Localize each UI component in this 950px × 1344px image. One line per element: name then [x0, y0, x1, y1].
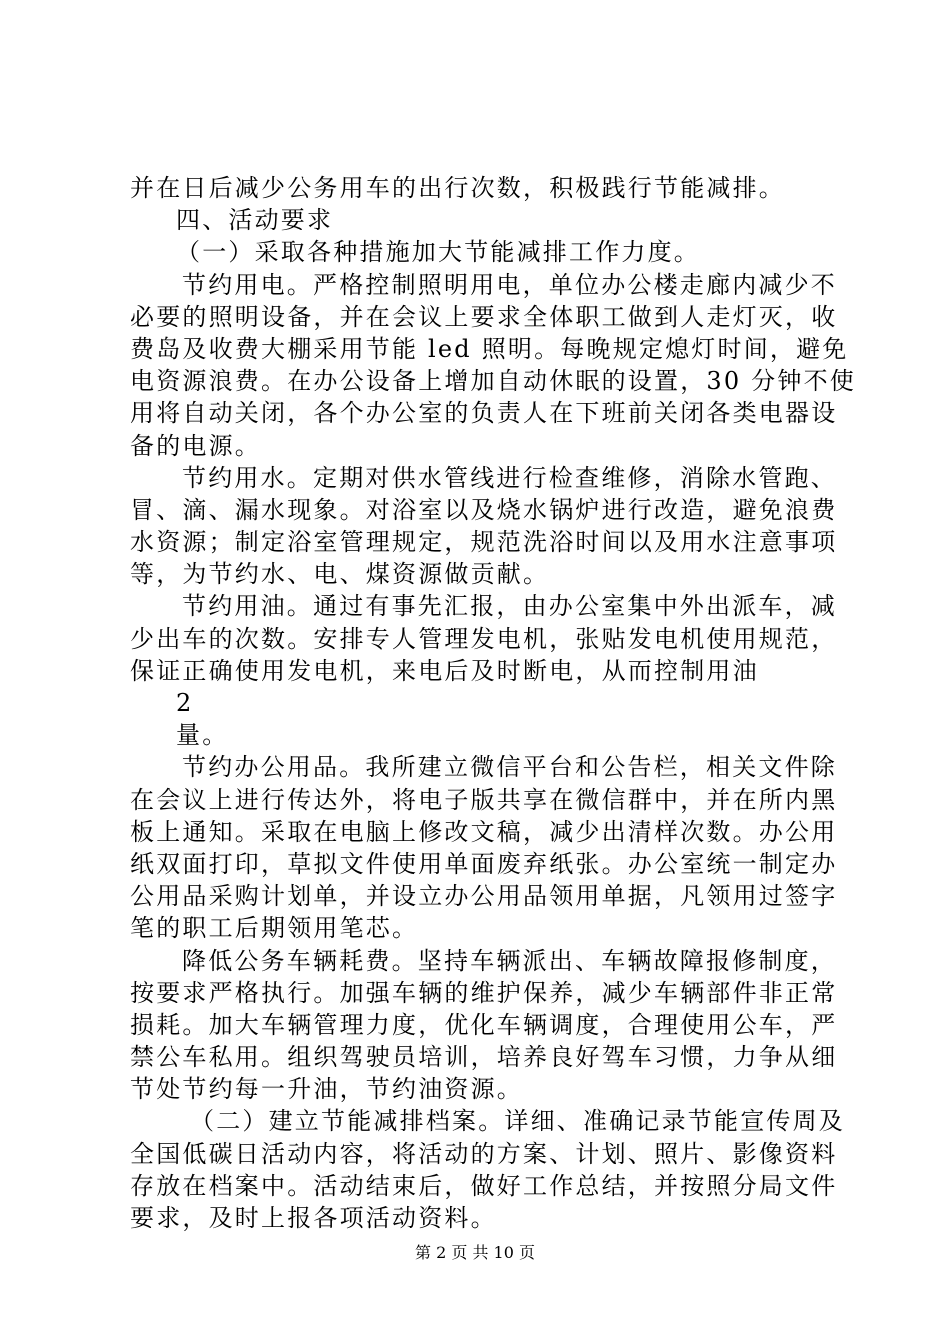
- text-line: 四、活动要求: [176, 206, 334, 235]
- text-line: 节约用电。严格控制照明用电，单位办公楼走廊内减少不: [182, 270, 837, 299]
- text-line: 少出车的次数。安排专人管理发电机，张贴发电机使用规范，: [130, 624, 838, 653]
- text-line: 节约用水。定期对供水管线进行检查维修，消除水管跑、: [182, 463, 837, 492]
- text-line: 并在日后减少公务用车的出行次数，积极践行节能减排。: [130, 174, 785, 202]
- text-line: 损耗。加大车辆管理力度，优化车辆调度，合理使用公车，严: [130, 1010, 838, 1039]
- text-line: 节约办公用品。我所建立微信平台和公告栏，相关文件除: [182, 753, 837, 782]
- text-line: 费岛及收费大棚采用节能 led 照明。每晚规定熄灯时间，避免: [130, 334, 849, 363]
- text-line: 用将自动关闭，各个办公室的负责人在下班前关闭各类电器设: [130, 399, 838, 428]
- text-line: 公用品采购计划单，并设立办公用品领用单据，凡领用过签字: [130, 882, 838, 911]
- text-line: 禁公车私用。组织驾驶员培训，培养良好驾车习惯，力争从细: [130, 1043, 838, 1072]
- text-line: 保证正确使用发电机，来电后及时断电，从而控制用油: [130, 656, 759, 685]
- text-line: 2: [176, 689, 194, 717]
- text-line: （一）采取各种措施加大节能减排工作力度。: [176, 238, 700, 267]
- page-footer: [0, 1243, 950, 1263]
- text-line: 板上通知。采取在电脑上修改文稿，减少出清样次数。办公用: [130, 817, 838, 846]
- text-line: 节处节约每一升油，节约油资源。: [130, 1075, 523, 1104]
- text-line: 冒、滴、漏水现象。对浴室以及烧水锅炉进行改造，避免浪费: [130, 495, 838, 524]
- text-line: 降低公务车辆耗费。坚持车辆派出、车辆故障报修制度，: [182, 946, 837, 975]
- text-line: 等，为节约水、电、煤资源做贡献。: [130, 560, 550, 589]
- text-line: 电资源浪费。在办公设备上增加自动休眠的设置，30 分钟不使: [130, 367, 856, 396]
- text-line: 备的电源。: [130, 431, 261, 460]
- text-line: 要求，及时上报各项活动资料。: [130, 1204, 497, 1232]
- text-line: 存放在档案中。活动结束后，做好工作总结，并按照分局文件: [130, 1171, 838, 1200]
- text-line: 按要求严格执行。加强车辆的维护保养，减少车辆部件非正常: [130, 978, 838, 1007]
- text-line: 在会议上进行传达外，将电子版共享在微信群中，并在所内黑: [130, 785, 838, 814]
- page-number-text: 第 2 页 共 10 页: [415, 1243, 535, 1262]
- text-line: 必要的照明设备，并在会议上要求全体职工做到人走灯灭，收: [130, 302, 838, 331]
- text-line: 全国低碳日活动内容，将活动的方案、计划、照片、影像资料: [130, 1139, 838, 1168]
- text-line: 纸双面打印，草拟文件使用单面废弃纸张。办公室统一制定办: [130, 849, 838, 878]
- text-line: 水资源；制定浴室管理规定，规范洗浴时间以及用水注意事项: [130, 528, 838, 557]
- text-line: （二）建立节能减排档案。详细、准确记录节能宣传周及: [190, 1107, 845, 1136]
- text-line: 节约用油。通过有事先汇报，由办公室集中外出派车，减: [182, 592, 837, 621]
- text-line: 笔的职工后期领用笔芯。: [130, 914, 419, 943]
- document-body: [130, 172, 856, 1234]
- text-line: 量。: [176, 721, 229, 750]
